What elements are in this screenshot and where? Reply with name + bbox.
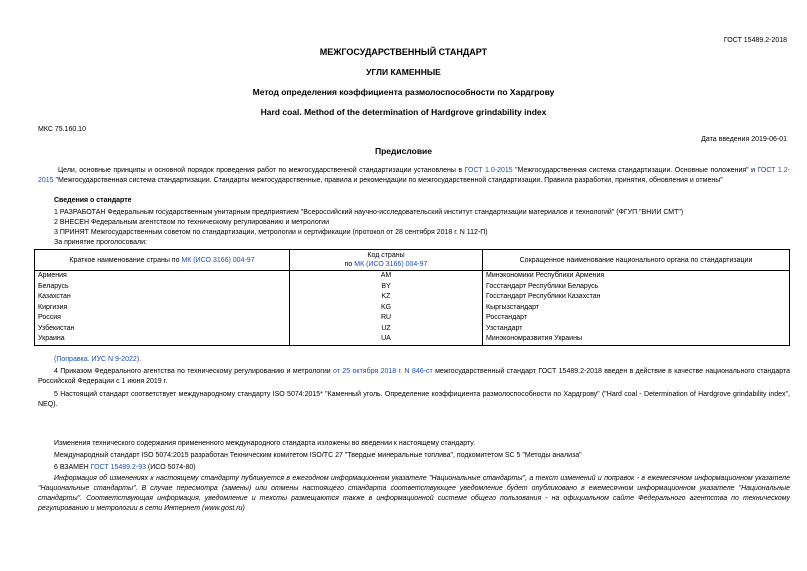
cell-body: Минэкономики Республики Армения: [483, 271, 790, 282]
item-4: [38, 367, 790, 387]
header-code: [290, 250, 483, 271]
preface-paragraph: [38, 166, 790, 186]
voted-label: За принятие проголосовали:: [54, 239, 147, 246]
order-link[interactable]: от 25 октября 2018 г. N 846-ст: [333, 368, 433, 375]
replaced-gost-link[interactable]: ГОСТ 15489.2-93: [90, 464, 146, 471]
gost-number: ГОСТ 15489.2-2018: [723, 37, 787, 44]
mk-iso-link-1[interactable]: МК (ИСО 3166) 004-97: [181, 256, 255, 264]
item-1: 1 РАЗРАБОТАН Федеральным государственным унитарным предприятием "Всероссийский научно-исследовательский институт стандартизации материалов и технологий" (ФГУП "ВНИИ СМТ"): [54, 209, 684, 216]
member-countries-table: [34, 249, 790, 346]
p1-text-c: "Межгосударственная система стандартизации. Стандарты межгосударственные, правила и рекомендации по межгосударственной стандартизации. Правила разработки, принятия, обновления и отмены": [53, 177, 723, 184]
table-row: [35, 334, 790, 345]
cell-code: UZ: [290, 324, 483, 335]
header-country-text: Краткое наименование страны по: [69, 256, 182, 264]
cell-country: Казахстан: [35, 292, 290, 303]
item-4-text-a: 4 Приказом Федерального агентства по техническому регулированию и метрологии: [54, 368, 334, 375]
cell-code: UA: [290, 334, 483, 345]
table-row: [35, 313, 790, 324]
item-5: 5 Настоящий стандарт соответствует международному стандарту ISO 5074:2015* "Каменный уголь. Определение коэффициента размолоспособности по Хардгрову" ("Hard coal - Determination of Hardgrove grindability index", NEQ).: [38, 391, 790, 408]
cell-code: KG: [290, 303, 483, 314]
standard-type: МЕЖГОСУДАРСТВЕННЫЙ СТАНДАРТ: [319, 47, 488, 57]
gost-1-2-link[interactable]: ГОСТ 1.2-2015: [38, 167, 790, 184]
cell-country: Армения: [35, 271, 290, 282]
item-6: [54, 463, 196, 473]
cell-country: Киргизия: [35, 303, 290, 314]
cell-body: Кыргызстандарт: [483, 303, 790, 314]
changes-note: Изменения технического содержания примененного международного стандарта изложены во введении к настоящему стандарту.: [54, 440, 476, 447]
title-main: УГЛИ КАМЕННЫЕ: [366, 67, 441, 77]
iso-development-note: Международный стандарт ISO 5074:2015 разработан Техническим комитетом ISO/TC 27 "Твердые минеральные топлива", подкомитетом SC 5 "Методы анализа": [54, 452, 582, 459]
cell-body: Госстандарт Республики Беларусь: [483, 282, 790, 293]
cell-code: AM: [290, 271, 483, 282]
item-4-text-b: межгосударственный стандарт ГОСТ 15489.2-2018 введен в действие в качестве национального стандарта Российской Федерации с 1 июня 2019 г.: [38, 368, 791, 385]
cell-body: Госстандарт Республики Казахстан: [483, 292, 790, 303]
header-code-prefix: по: [344, 261, 355, 268]
header-country: [35, 250, 290, 271]
info-heading: Сведения о стандарте: [54, 197, 132, 204]
cell-code: BY: [290, 282, 483, 293]
gost-1-0-link[interactable]: ГОСТ 1.0-2015: [464, 167, 513, 174]
cell-country: Россия: [35, 313, 290, 324]
table-row: [35, 292, 790, 303]
cell-code: RU: [290, 313, 483, 324]
publication-info: Информация об изменениях к настоящему стандарту публикуется в ежегодном информационном указателе "Национальные стандарты", а текст изменений и поправок - в ежемесячном информационном указателе "Национальные стандарты". В случае пересмотра (замены) или отмены настоящего стандарта соответствующее уведомление будет опубликовано в ежемесячном информационном указателе "Национальные стандарты". Соответствующая информация, уведомление и тексты размещаются также в информационной системе общего пользования - на официальном сайте Федерального агентства по техническому регулированию и метрологии в сети Интернет (www.gost.ru): [38, 475, 790, 512]
table-row: [35, 324, 790, 335]
cell-body: Минэкономразвития Украины: [483, 334, 790, 345]
mk-iso-link-2[interactable]: МК (ИСО 3166) 004-97: [354, 261, 428, 268]
title-sub: Метод определения коэффициента размолоспособности по Хардгрову: [252, 87, 555, 97]
item-6-text-a: 6 ВЗАМЕН: [54, 464, 91, 471]
item-3: 3 ПРИНЯТ Межгосударственным советом по стандартизации, метрологии и сертификации (протокол от 28 сентября 2018 г. N 112-П): [54, 229, 488, 236]
item-2: 2 ВНЕСЕН Федеральным агентством по техническому регулированию и метрологии: [54, 219, 330, 226]
title-english: Hard coal. Method of the determination of Hardgrove grindability index: [260, 107, 547, 117]
p1-text-b: "Межгосударственная система стандартизации. Основные положения" и: [512, 167, 758, 174]
header-code-text: Код страны: [367, 252, 405, 259]
cell-body: Узстандарт: [483, 324, 790, 335]
cell-country: Украина: [35, 334, 290, 345]
table-row: [35, 271, 790, 282]
mks-code: МКС 75.160.10: [38, 126, 86, 133]
table-row: [35, 303, 790, 314]
cell-country: Беларусь: [35, 282, 290, 293]
cell-country: Узбекистан: [35, 324, 290, 335]
p1-text-a: Цели, основные принципы и основной порядок проведения работ по межгосударственной стандартизации установлены в: [58, 167, 465, 174]
table-row: [35, 282, 790, 293]
date-introduction: Дата введения 2019-06-01: [701, 136, 787, 143]
preface-heading: Предисловие: [374, 146, 433, 156]
header-body: Сокращенное наименование национального органа по стандартизации: [483, 250, 790, 271]
cell-body: Росстандарт: [483, 313, 790, 324]
item-6-text-b: (ИСО 5074-80): [145, 464, 196, 471]
cell-code: KZ: [290, 292, 483, 303]
table-header-row: [35, 250, 790, 271]
amendment-link[interactable]: (Поправка. ИУС N 9-2022).: [54, 356, 142, 363]
